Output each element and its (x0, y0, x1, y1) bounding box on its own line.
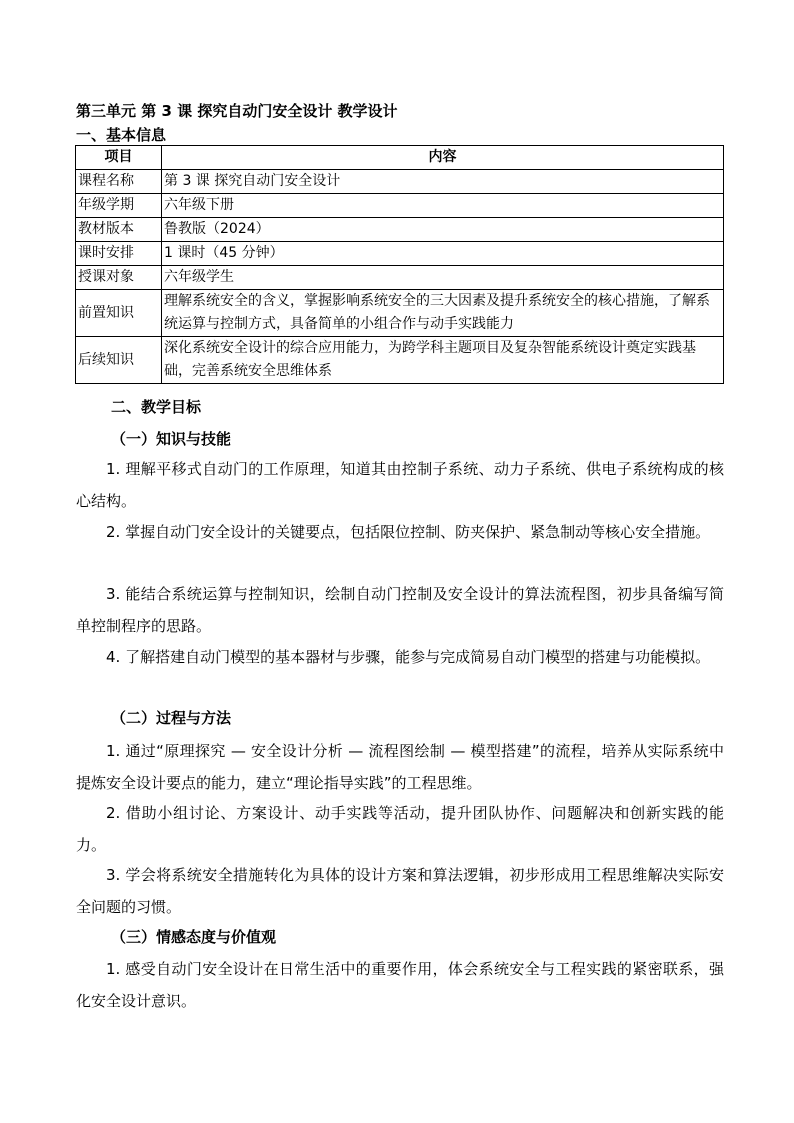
row-label: 课时安排 (76, 242, 162, 266)
document-title: 第三单元 第 3 课 探究自动门安全设计 教学设计 (76, 102, 398, 120)
subheading-attitudes-values: （三）情感态度与价值观 (111, 928, 277, 946)
paragraph: 3. 学会将系统安全措施转化为具体的设计方案和算法逻辑，初步形成用工程思维解决实际安全问题的习惯。 (76, 866, 724, 916)
row-label: 授课对象 (76, 266, 162, 290)
section-basic-info-heading: 一、基本信息 (76, 126, 167, 144)
paragraph: 3. 能结合系统运算与控制知识，绘制自动门控制及安全设计的算法流程图，初步具备编写简单控制程序的思路。 (76, 585, 724, 635)
paragraph: 1. 理解平移式自动门的工作原理，知道其由控制子系统、动力子系统、供电子系统构成的核心结构。 (76, 460, 724, 510)
table-header-row (76, 146, 724, 170)
paragraph: 2. 借助小组讨论、方案设计、动手实践等活动，提升团队协作、问题解决和创新实践的能力。 (76, 804, 724, 854)
paragraph: 4. 了解搭建自动门模型的基本器材与步骤，能参与完成简易自动门模型的搭建与功能模拟。 (106, 648, 711, 666)
header-content: 内容 (162, 146, 724, 170)
paragraph: 1. 通过“原理探究 — 安全设计分析 — 流程图绘制 — 模型搭建”的流程，培养从实际系统中提炼安全设计要点的能力，建立“理论指导实践”的工程思维。 (76, 742, 724, 792)
subheading-process-methods: （二）过程与方法 (111, 709, 232, 727)
row-value: 鲁教版（2024） (162, 218, 724, 242)
table-row (76, 337, 724, 384)
row-label: 课程名称 (76, 170, 162, 194)
paragraph: 2. 掌握自动门安全设计的关键要点，包括限位控制、防夹保护、紧急制动等核心安全措施。 (106, 523, 711, 541)
header-item: 项目 (76, 146, 162, 170)
table-row (76, 170, 724, 194)
row-value: 六年级学生 (162, 266, 724, 290)
row-label: 教材版本 (76, 218, 162, 242)
subheading-knowledge-skills: （一）知识与技能 (111, 430, 232, 448)
row-label: 前置知识 (76, 290, 162, 337)
row-value: 深化系统安全设计的综合应用能力，为跨学科主题项目及复杂智能系统设计奠定实践基础，完善系统安全思维体系 (162, 337, 724, 384)
table-row (76, 242, 724, 266)
section-objectives-heading: 二、教学目标 (111, 398, 202, 416)
row-value: 1 课时（45 分钟） (162, 242, 724, 266)
row-value: 第 3 课 探究自动门安全设计 (162, 170, 724, 194)
row-label: 年级学期 (76, 194, 162, 218)
basic-info-table (75, 145, 724, 384)
table-row (76, 266, 724, 290)
table-row (76, 290, 724, 337)
table-row (76, 218, 724, 242)
row-value: 六年级下册 (162, 194, 724, 218)
row-value: 理解系统安全的含义，掌握影响系统安全的三大因素及提升系统安全的核心措施，了解系统运算与控制方式，具备简单的小组合作与动手实践能力 (162, 290, 724, 337)
paragraph: 1. 感受自动门安全设计在日常生活中的重要作用，体会系统安全与工程实践的紧密联系，强化安全设计意识。 (76, 960, 724, 1010)
table-row (76, 194, 724, 218)
row-label: 后续知识 (76, 337, 162, 384)
